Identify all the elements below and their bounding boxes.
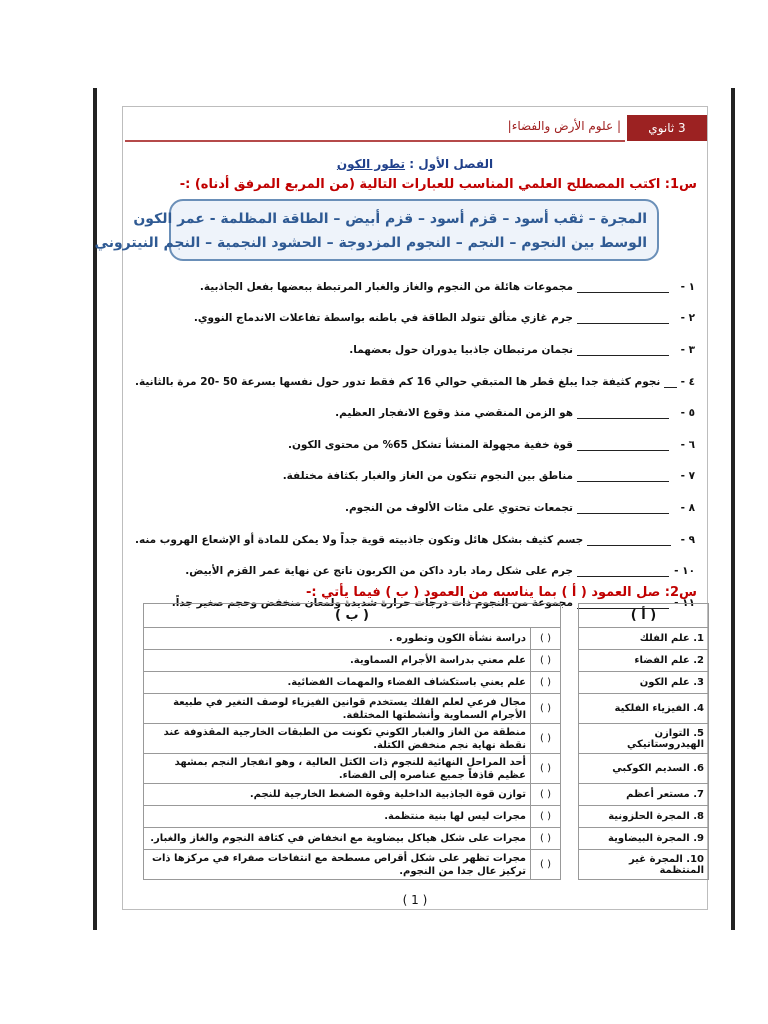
- table-row: 8. المجرة الحلزونية ( ) مجرات ليس لها بنية منتظمة.: [144, 806, 709, 828]
- binder-line-left: [93, 88, 97, 930]
- list-item: ٦ - قوة خفية مجهولة المنشأ تشكل 65% من محتوى الكون.: [287, 438, 695, 451]
- answer-blank[interactable]: [577, 565, 669, 577]
- list-item: ٥ - هو الزمن المنقضي منذ وقوع الانفجار العظيم.: [335, 407, 695, 420]
- header-rule: [125, 140, 625, 142]
- answer-paren[interactable]: ( ): [531, 784, 561, 806]
- header-bar: [125, 115, 707, 161]
- question-1-heading: س1: اكتب المصطلح العلمي المناسب للعبارات التالية (من المربع المرفق أدناه) :-: [179, 177, 697, 192]
- chapter-title: [123, 157, 707, 171]
- answer-paren[interactable]: ( ): [531, 850, 561, 880]
- answer-paren[interactable]: ( ): [531, 650, 561, 672]
- answer-paren[interactable]: ( ): [531, 828, 561, 850]
- table-header-row: [144, 604, 709, 628]
- page-number: ( 1 ): [402, 893, 428, 907]
- list-item: ٤ - نجوم كثيفة جدا يبلغ قطر ها المتبقي حوالي 16 كم فقط تدور حول نفسها بسرعة 50 -20 مرة بالثانية.: [135, 375, 695, 388]
- column-a-header: ( أ ): [579, 604, 709, 628]
- answer-blank[interactable]: [664, 376, 676, 388]
- list-item: ٣ - نجمان مرتبطان جاذبيا يدوران حول بعضهما.: [349, 343, 695, 356]
- table-row: 6. السديم الكوكبي ( ) أحد المراحل النهائية للنجوم ذات الكتل العالية ، وهو انفجار النجم بمشهد عظيم قاذفاً جميع عناصره إلى الفضاء.: [144, 754, 709, 784]
- list-item: ١ - مجموعات هائلة من النجوم والغاز والغبار المرتبطة ببعضها بفعل الجاذبية.: [199, 280, 695, 293]
- table-row: 4. الفيزياء الفلكية ( ) مجال فرعي لعلم الفلك يستخدم قوانين الفيزياء لوصف التغير في طبيعة الأجرام السماوية وأنشطتها المختلفة.: [144, 694, 709, 724]
- answer-paren[interactable]: ( ): [531, 672, 561, 694]
- list-item: ١١ - مجموعة من النجوم ذات درجات حرارة شديدة ولمعان منخفض وحجم صغير جداً.: [171, 596, 695, 609]
- grade-label: 3 ثانوي مسارات: [627, 115, 707, 141]
- answer-blank[interactable]: [587, 534, 671, 546]
- list-item: ٢ - جرم غازي متألق تتولد الطاقة في باطنه بواسطة تفاعلات الاندماج النووي.: [193, 312, 695, 325]
- chapter-prefix: الفصل الأول :: [405, 157, 494, 171]
- terms-box: [94, 199, 659, 261]
- column-b-header: ( ب ): [144, 604, 561, 628]
- list-item: ٧ - مناطق بين النجوم تتكون من الغاز والغبار بكثافة مختلفة.: [282, 470, 695, 483]
- answer-paren[interactable]: ( ): [531, 724, 561, 754]
- answer-blank[interactable]: [577, 502, 669, 514]
- list-item: ٨ - تجمعات تحتوي على مئات الألوف من النجوم.: [344, 501, 695, 514]
- question-2-heading: س2: صل العمود ( أ ) بما يناسبه من العمود ( ب ) فيما يأتي :-: [305, 585, 697, 600]
- binder-line-right: [731, 88, 735, 930]
- terms-line-2: الوسط بين النجوم – النجم – النجوم المزدوجة – الحشود النجمية – النجم النيتروني: [94, 235, 647, 251]
- subject-label: | علوم الأرض والفضاء|: [507, 119, 621, 133]
- worksheet-page: [94, 106, 708, 910]
- answer-paren[interactable]: ( ): [531, 694, 561, 724]
- answer-blank[interactable]: [577, 312, 669, 324]
- answer-blank[interactable]: [577, 470, 669, 482]
- question-1-items: [135, 271, 695, 619]
- table-row: 2. علم الفضاء ( ) علم معني بدراسة الأجرام السماوية.: [144, 650, 709, 672]
- matching-table: [143, 603, 709, 880]
- list-item: ٩ - جسم كثيف بشكل هائل وتكون جاذبيته قوية جداً ولا يمكن للمادة أو الإشعاع الهروب منه.: [135, 533, 695, 546]
- table-row: 1. علم الفلك ( ) دراسة نشأة الكون وتطوره .: [144, 628, 709, 650]
- answer-blank[interactable]: [577, 281, 669, 293]
- table-row: 9. المجرة البيضاوية ( ) مجرات على شكل هياكل بيضاوية مع انخفاض في كثافة النجوم والغاز والغبار.: [144, 828, 709, 850]
- answer-paren[interactable]: ( ): [531, 628, 561, 650]
- answer-paren[interactable]: ( ): [531, 806, 561, 828]
- list-item: ١٠ - جرم على شكل رماد بارد داكن من الكربون ناتج عن نهاية عمر القزم الأبيض.: [185, 565, 695, 578]
- terms-line-1: المجرة – ثقب أسود – قزم أسود – قزم أبيض – الطاقة المظلمة - عمر الكون: [133, 211, 647, 227]
- answer-blank[interactable]: [577, 407, 669, 419]
- answer-blank[interactable]: [577, 344, 669, 356]
- chapter-name: تطور الكون: [336, 157, 406, 171]
- table-row: 7. مستعر أعظم ( ) توازن قوة الجاذبية الداخلية وقوة الضغط الخارجية للنجم.: [144, 784, 709, 806]
- table-row: 5. التوازن الهيدروستاتيكي ( ) منطقة من الغاز والغبار الكوني تكونت من الطبقات الخارجية المقذوفة عند نقطة نهاية نجم منخفض الكتلة.: [144, 724, 709, 754]
- answer-blank[interactable]: [577, 439, 669, 451]
- answer-paren[interactable]: ( ): [531, 754, 561, 784]
- table-row: 10. المجرة غير المنتظمة ( ) مجرات تظهر على شكل أقراص مسطحة مع انتفاخات صفراء في مركزها ذات تركيز عال جدا من النجوم.: [144, 850, 709, 880]
- table-row: 3. علم الكون ( ) علم يعني باستكشاف الفضاء والمهمات الفضائية.: [144, 672, 709, 694]
